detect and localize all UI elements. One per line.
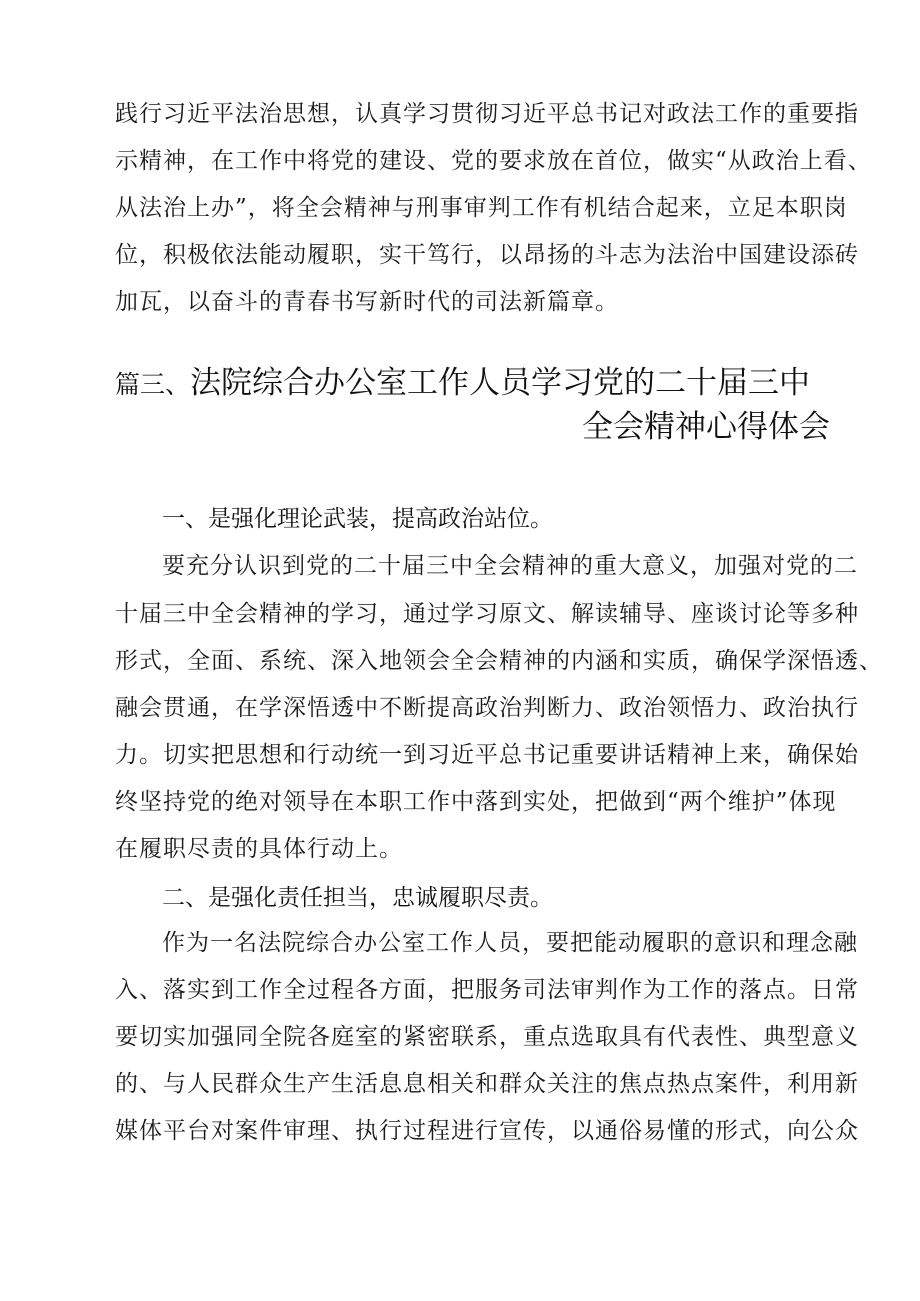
- title-line-2: 全会精神心得体会: [582, 409, 830, 445]
- text-line: 融会贯通，在学深悟透中不断提高政治判断力、政治领悟力、政治执行: [115, 695, 859, 721]
- text-line: 践行习近平法治思想，认真学习贯彻习近平总书记对政法工作的重要指: [115, 101, 859, 127]
- title-prefix: 篇三、: [115, 370, 191, 399]
- text-line: 入、落实到工作全过程各方面，把服务司法审判作为工作的落点。日常: [115, 977, 859, 1003]
- text-line: 十届三中全会精神的学习，通过学习原文、解读辅导、座谈讨论等多种: [115, 601, 859, 627]
- text-line: 从法治上办”，将全会精神与刑事审判工作有机结合起来，立足本职岗: [115, 195, 848, 221]
- text-line: 力。切实把思想和行动统一到习近平总书记重要讲话精神上来，确保始: [115, 742, 859, 768]
- text-line: 终坚持党的绝对领导在本职工作中落到实处，把做到“两个维护”体现: [115, 789, 837, 815]
- text-line: 形式，全面、系统、深入地领会全会精神的内涵和实质，确保学深悟透、: [115, 648, 883, 674]
- text-line: 的、与人民群众生产生活息息相关和群众关注的焦点热点案件，利用新: [115, 1071, 859, 1097]
- text-line: 要充分认识到党的二十届三中全会精神的重大意义，加强对党的二: [162, 553, 858, 579]
- text-line: 要切实加强同全院各庭室的紧密联系，重点选取具有代表性、典型意义: [115, 1024, 859, 1050]
- text-line: 在履职尽责的具体行动上。: [115, 836, 403, 862]
- text-line: 示精神，在工作中将党的建设、党的要求放在首位，做实“从政治上看、: [115, 148, 872, 174]
- text-line: 作为一名法院综合办公室工作人员，要把能动履职的意识和理念融: [162, 930, 858, 956]
- title-line-1: 法院综合办公室工作人员学习党的二十届三中: [190, 365, 811, 401]
- section-heading: 一、是强化理论武装，提高政治站位。: [162, 506, 553, 532]
- text-line: 加瓦，以奋斗的青春书写新时代的司法新篇章。: [115, 289, 619, 315]
- section-heading: 二、是强化责任担当，忠诚履职尽责。: [162, 885, 553, 911]
- text-line: 位，积极依法能动履职，实干笃行，以昂扬的斗志为法治中国建设添砖: [115, 242, 859, 268]
- text-line: 媒体平台对案件审理、执行过程进行宣传，以通俗易懂的形式，向公众: [115, 1118, 859, 1144]
